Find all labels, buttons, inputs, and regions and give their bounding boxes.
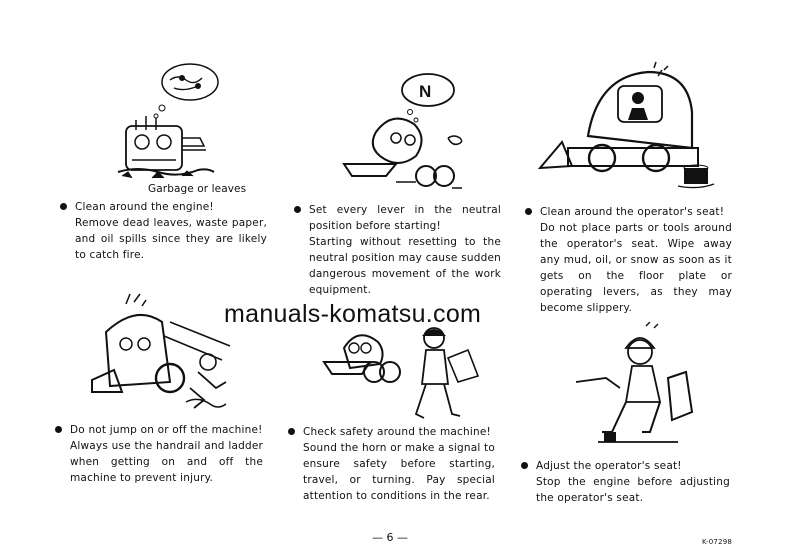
- section-safety-check: [303, 424, 495, 504]
- section-heading: Clean around the engine!: [75, 201, 214, 213]
- section-adjust-seat: [536, 458, 730, 506]
- operator-cab-illustration: [538, 56, 718, 196]
- reference-code: K-07298: [702, 538, 733, 546]
- seat-adjust-illustration: [568, 322, 708, 452]
- lever-neutral-illustration: [336, 72, 466, 198]
- section-body: Starting without resetting to the neutral position may cause sudden dangerous movement of the work equipment.: [309, 236, 501, 296]
- bullet-icon: [55, 426, 62, 433]
- bullet-icon: [288, 428, 295, 435]
- lever-character-drawing: [336, 72, 466, 198]
- illustration-caption: Garbage or leaves: [148, 183, 247, 195]
- seat-drawing: [568, 322, 708, 452]
- section-body: Stop the engine before adjusting the operator's seat.: [536, 476, 730, 504]
- section-heading: Set every lever in the neutral position before starting!: [309, 204, 501, 232]
- safety-check-illustration: [314, 318, 494, 430]
- section-body: Sound the horn or make a signal to ensure safety before starting, travel, or turning. Pay special attention to conditions in the rear.: [303, 442, 495, 502]
- safety-check-drawing: [314, 318, 494, 430]
- section-heading: Adjust the operator's seat!: [536, 460, 682, 472]
- section-heading: Do not jump on or off the machine!: [70, 424, 263, 436]
- jumping-off-illustration: [86, 292, 246, 422]
- page-number: — 6 —: [372, 531, 408, 544]
- bullet-icon: [525, 208, 532, 215]
- neutral-badge-text: N: [419, 82, 432, 101]
- bullet-icon: [60, 203, 67, 210]
- section-body: Always use the handrail and ladder when getting on and off the machine to prevent injury.: [70, 440, 263, 484]
- section-heading: Check safety around the machine!: [303, 426, 491, 438]
- section-body: Remove dead leaves, waste paper, and oil spills since they are likely to catch fire.: [75, 217, 267, 261]
- section-clean-seat: [540, 204, 732, 316]
- section-heading: Clean around the operator's seat!: [540, 206, 725, 218]
- section-body: Do not place parts or tools around the operator's seat. Wipe away any mud, oil, or snow as soon as it gets on the floor plate or operating levers, as they may become slippery.: [540, 222, 732, 314]
- watermark: manuals-komatsu.com: [224, 300, 482, 328]
- section-clean-engine: [75, 199, 267, 263]
- engine-drawing: [112, 60, 222, 190]
- engine-garbage-illustration: [112, 60, 222, 190]
- cab-drawing: [538, 56, 718, 196]
- section-lever-neutral: [309, 202, 501, 298]
- jumping-drawing: [86, 292, 246, 422]
- bullet-icon: [521, 462, 528, 469]
- section-no-jumping: [70, 422, 263, 486]
- bullet-icon: [294, 206, 301, 213]
